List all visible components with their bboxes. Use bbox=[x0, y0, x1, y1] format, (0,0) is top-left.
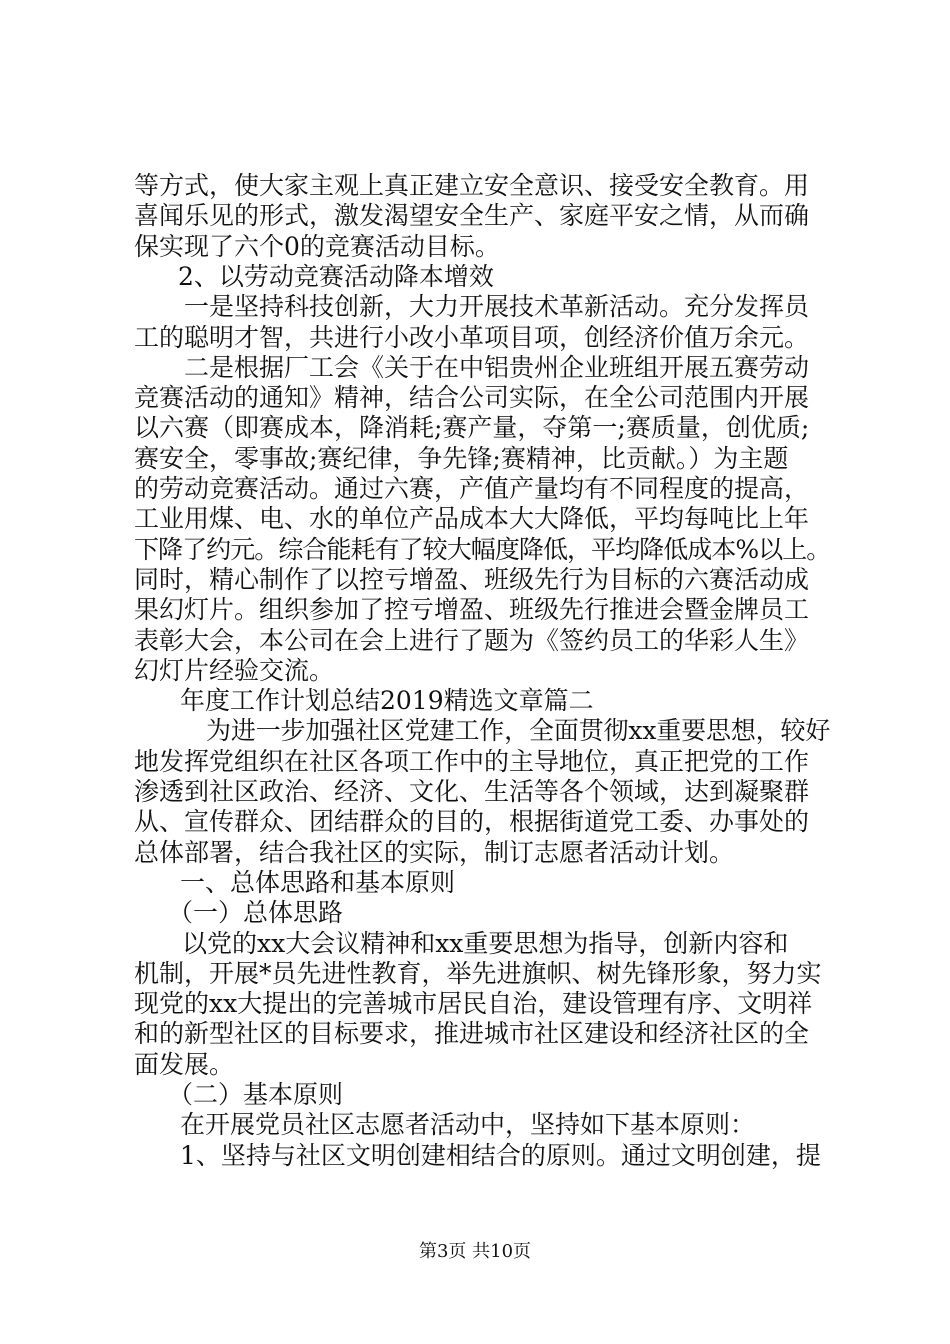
text-line: 果幻灯片。组织参加了控亏增盈、班级先行推进会暨金牌员工 bbox=[134, 595, 810, 624]
text-line: 一是坚持科技创新，大力开展技术革新活动。充分发挥员 bbox=[184, 292, 810, 321]
text-line: 等方式，使大家主观上真正建立安全意识、接受安全教育。用 bbox=[134, 171, 810, 200]
text-line: 幻灯片经验交流。 bbox=[134, 656, 335, 685]
text-line: 二是根据厂工会《关于在中铝贵州企业班组开展五赛劳动 bbox=[184, 353, 810, 382]
text-line: 同时，精心制作了以控亏增盈、班级先行为目标的六赛活动成 bbox=[134, 565, 810, 594]
text-line: 现党的xx大提出的完善城市居民自治，建设管理有序、文明祥 bbox=[134, 989, 813, 1018]
text-line: 和的新型社区的目标要求，推进城市社区建设和经济社区的全 bbox=[134, 1019, 810, 1048]
subsection-heading: （二）基本原则 bbox=[168, 1080, 344, 1109]
section-heading: 2、以劳动竞赛活动降本增效 bbox=[178, 262, 494, 291]
page-footer: 第3页 共10页 bbox=[418, 1241, 532, 1262]
text-line: 竞赛活动的通知》精神，结合公司实际，在全公司范围内开展 bbox=[134, 383, 810, 412]
text-line: 在开展党员社区志愿者活动中，坚持如下基本原则： bbox=[180, 1110, 756, 1139]
text-line: 1、坚持与社区文明创建相结合的原则。通过文明创建，提 bbox=[180, 1141, 821, 1170]
text-line: 从、宣传群众、团结群众的目的，根据街道党工委、办事处的 bbox=[134, 807, 810, 836]
text-line: 总体部署，结合我社区的实际，制订志愿者活动计划。 bbox=[134, 838, 735, 867]
section-heading: 一、总体思路和基本原则 bbox=[180, 868, 456, 897]
text-line: 的劳动竞赛活动。通过六赛，产值产量均有不同程度的提高， bbox=[134, 474, 810, 503]
text-line: 下降了约元。综合能耗有了较大幅度降低，平均降低成本%以上。 bbox=[134, 535, 831, 564]
text-line: 保实现了六个0的竞赛活动目标。 bbox=[134, 232, 500, 261]
text-line: 机制，开展*员先进性教育，举先进旗帜、树先锋形象，努力实 bbox=[134, 959, 822, 988]
text-line: 工的聪明才智，共进行小改小革项目项，创经济价值万余元。 bbox=[134, 323, 810, 352]
text-line: 喜闻乐见的形式，激发渴望安全生产、家庭平安之情，从而确 bbox=[134, 201, 810, 230]
text-line: 面发展。 bbox=[134, 1050, 235, 1079]
text-line: 表彰大会，本公司在会上进行了题为《签约员工的华彩人生》 bbox=[134, 626, 810, 655]
text-line: 渗透到社区政治、经济、文化、生活等各个领域，达到凝聚群 bbox=[134, 777, 810, 806]
text-line: 地发挥党组织在社区各项工作中的主导地位，真正把党的工作 bbox=[134, 747, 810, 776]
text-line: 以党的xx大会议精神和xx重要思想为指导，创新内容和 bbox=[182, 929, 789, 958]
text-line: 以六赛（即赛成本，降消耗;赛产量，夺第一;赛质量，创优质; bbox=[134, 413, 810, 442]
subsection-heading: （一）总体思路 bbox=[168, 898, 344, 927]
text-line: 赛安全，零事故;赛纪律，争先锋;赛精神，比贡献。）为主题 bbox=[134, 444, 789, 473]
text-line: 为进一步加强社区党建工作，全面贯彻xx重要思想，较好 bbox=[206, 716, 831, 745]
text-line: 工业用煤、电、水的单位产品成本大大降低，平均每吨比上年 bbox=[134, 504, 810, 533]
article-title: 年度工作计划总结2019精选文章篇二 bbox=[180, 686, 594, 715]
